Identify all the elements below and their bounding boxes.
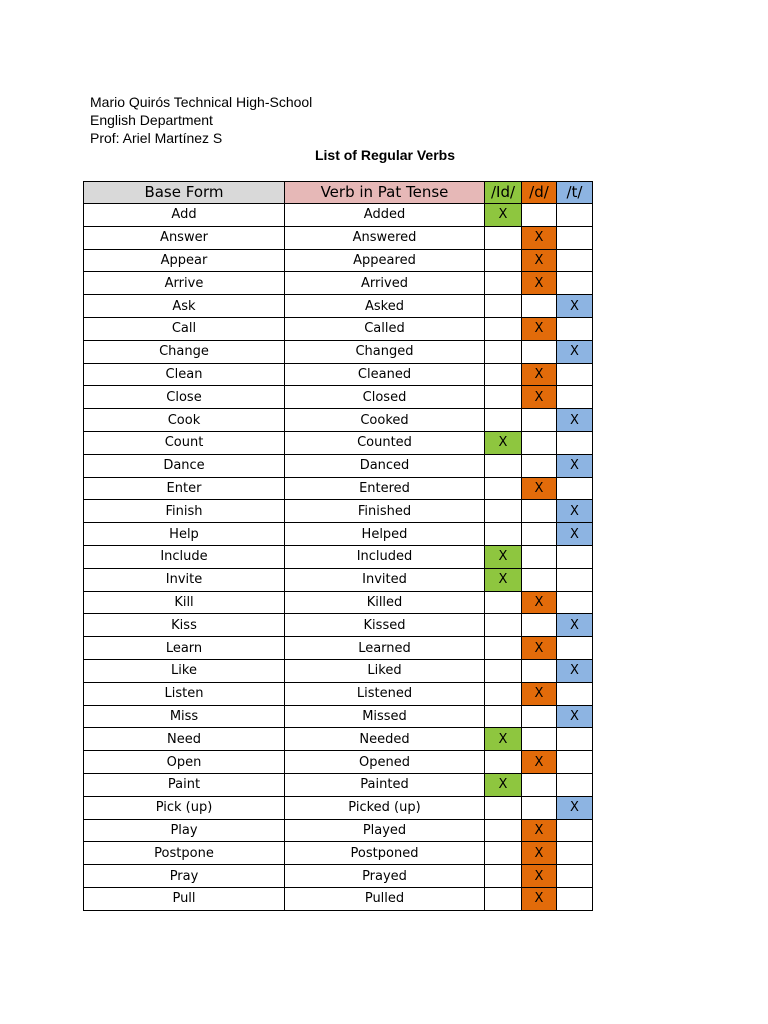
d-sound-mark: X [522, 386, 557, 409]
table-row [84, 272, 593, 295]
id-sound-cell [485, 796, 522, 819]
past-tense-cell: Cleaned [285, 363, 485, 386]
table-row [84, 317, 593, 340]
t-sound-cell [557, 226, 593, 249]
t-sound-mark: X [557, 523, 593, 546]
base-form-cell: Enter [84, 477, 285, 500]
base-form-cell: Add [84, 204, 285, 227]
table-row [84, 340, 593, 363]
id-sound-cell [485, 842, 522, 865]
past-tense-cell: Appeared [285, 249, 485, 272]
table-row [84, 637, 593, 660]
id-sound-cell [485, 317, 522, 340]
table-row [84, 865, 593, 888]
id-sound-cell [485, 340, 522, 363]
base-form-cell: Call [84, 317, 285, 340]
past-tense-cell: Killed [285, 591, 485, 614]
d-sound-mark: X [522, 751, 557, 774]
t-sound-mark: X [557, 659, 593, 682]
base-form-cell: Count [84, 431, 285, 454]
t-sound-cell [557, 386, 593, 409]
t-sound-mark: X [557, 340, 593, 363]
column-header-id-sound: /Id/ [485, 182, 522, 204]
table-row [84, 523, 593, 546]
id-sound-mark: X [485, 204, 522, 227]
base-form-cell: Include [84, 545, 285, 568]
past-tense-cell: Listened [285, 682, 485, 705]
past-tense-cell: Prayed [285, 865, 485, 888]
id-sound-cell [485, 591, 522, 614]
t-sound-cell [557, 819, 593, 842]
base-form-cell: Postpone [84, 842, 285, 865]
past-tense-cell: Added [285, 204, 485, 227]
base-form-cell: Appear [84, 249, 285, 272]
table-row [84, 751, 593, 774]
id-sound-cell [485, 295, 522, 318]
table-header-row [84, 182, 593, 204]
table-row [84, 545, 593, 568]
base-form-cell: Close [84, 386, 285, 409]
id-sound-cell [485, 682, 522, 705]
table-row [84, 363, 593, 386]
id-sound-cell [485, 409, 522, 432]
d-sound-cell [522, 295, 557, 318]
d-sound-cell [522, 614, 557, 637]
t-sound-cell [557, 773, 593, 796]
column-header-past-tense: Verb in Pat Tense [285, 182, 485, 204]
t-sound-mark: X [557, 409, 593, 432]
d-sound-mark: X [522, 819, 557, 842]
t-sound-cell [557, 591, 593, 614]
table-row [84, 431, 593, 454]
d-sound-cell [522, 431, 557, 454]
d-sound-cell [522, 659, 557, 682]
t-sound-cell [557, 317, 593, 340]
t-sound-cell [557, 249, 593, 272]
d-sound-cell [522, 204, 557, 227]
past-tense-cell: Opened [285, 751, 485, 774]
past-tense-cell: Kissed [285, 614, 485, 637]
base-form-cell: Help [84, 523, 285, 546]
t-sound-cell [557, 887, 593, 910]
d-sound-mark: X [522, 682, 557, 705]
d-sound-cell [522, 454, 557, 477]
base-form-cell: Like [84, 659, 285, 682]
t-sound-cell [557, 751, 593, 774]
t-sound-mark: X [557, 454, 593, 477]
d-sound-cell [522, 705, 557, 728]
document-header [90, 93, 312, 147]
d-sound-cell [522, 568, 557, 591]
table-row [84, 568, 593, 591]
column-header-d-sound: /d/ [522, 182, 557, 204]
d-sound-mark: X [522, 591, 557, 614]
id-sound-cell [485, 500, 522, 523]
id-sound-cell [485, 226, 522, 249]
base-form-cell: Learn [84, 637, 285, 660]
table-row [84, 204, 593, 227]
id-sound-mark: X [485, 773, 522, 796]
base-form-cell: Cook [84, 409, 285, 432]
past-tense-cell: Asked [285, 295, 485, 318]
id-sound-cell [485, 819, 522, 842]
document-title: List of Regular Verbs [314, 147, 456, 163]
d-sound-cell [522, 545, 557, 568]
d-sound-mark: X [522, 477, 557, 500]
base-form-cell: Finish [84, 500, 285, 523]
table-row [84, 842, 593, 865]
base-form-cell: Arrive [84, 272, 285, 295]
past-tense-cell: Needed [285, 728, 485, 751]
base-form-cell: Ask [84, 295, 285, 318]
t-sound-cell [557, 204, 593, 227]
t-sound-mark: X [557, 295, 593, 318]
past-tense-cell: Entered [285, 477, 485, 500]
id-sound-cell [485, 614, 522, 637]
d-sound-mark: X [522, 272, 557, 295]
table-row [84, 226, 593, 249]
d-sound-cell [522, 409, 557, 432]
id-sound-cell [485, 272, 522, 295]
past-tense-cell: Counted [285, 431, 485, 454]
id-sound-cell [485, 386, 522, 409]
base-form-cell: Kiss [84, 614, 285, 637]
table-row [84, 500, 593, 523]
past-tense-cell: Learned [285, 637, 485, 660]
d-sound-mark: X [522, 226, 557, 249]
base-form-cell: Play [84, 819, 285, 842]
t-sound-cell [557, 431, 593, 454]
past-tense-cell: Postponed [285, 842, 485, 865]
base-form-cell: Answer [84, 226, 285, 249]
past-tense-cell: Liked [285, 659, 485, 682]
d-sound-mark: X [522, 363, 557, 386]
school-name: Mario Quirós Technical High-School [90, 94, 313, 110]
id-sound-cell [485, 454, 522, 477]
base-form-cell: Pull [84, 887, 285, 910]
t-sound-cell [557, 682, 593, 705]
table-row [84, 477, 593, 500]
d-sound-cell [522, 340, 557, 363]
id-sound-mark: X [485, 568, 522, 591]
table-row [84, 295, 593, 318]
column-header-base-form: Base Form [84, 182, 285, 204]
professor-name: Prof: Ariel Martínez S [90, 130, 223, 146]
t-sound-mark: X [557, 705, 593, 728]
base-form-cell: Pray [84, 865, 285, 888]
table-row [84, 454, 593, 477]
t-sound-cell [557, 728, 593, 751]
d-sound-mark: X [522, 637, 557, 660]
base-form-cell: Pick (up) [84, 796, 285, 819]
table-row [84, 591, 593, 614]
base-form-cell: Clean [84, 363, 285, 386]
d-sound-cell [522, 728, 557, 751]
table-row [84, 249, 593, 272]
d-sound-cell [522, 796, 557, 819]
past-tense-cell: Helped [285, 523, 485, 546]
base-form-cell: Open [84, 751, 285, 774]
d-sound-mark: X [522, 249, 557, 272]
past-tense-cell: Picked (up) [285, 796, 485, 819]
t-sound-mark: X [557, 500, 593, 523]
t-sound-cell [557, 865, 593, 888]
department-name: English Department [90, 112, 213, 128]
table-row [84, 682, 593, 705]
past-tense-cell: Changed [285, 340, 485, 363]
table-row [84, 659, 593, 682]
table-row [84, 773, 593, 796]
base-form-cell: Need [84, 728, 285, 751]
past-tense-cell: Pulled [285, 887, 485, 910]
table-row [84, 796, 593, 819]
base-form-cell: Invite [84, 568, 285, 591]
id-sound-cell [485, 887, 522, 910]
base-form-cell: Dance [84, 454, 285, 477]
past-tense-cell: Closed [285, 386, 485, 409]
id-sound-cell [485, 363, 522, 386]
table-row [84, 614, 593, 637]
id-sound-cell [485, 523, 522, 546]
t-sound-mark: X [557, 614, 593, 637]
t-sound-cell [557, 842, 593, 865]
column-header-t-sound: /t/ [557, 182, 593, 204]
base-form-cell: Paint [84, 773, 285, 796]
id-sound-cell [485, 637, 522, 660]
id-sound-cell [485, 751, 522, 774]
table-row [84, 887, 593, 910]
past-tense-cell: Arrived [285, 272, 485, 295]
t-sound-cell [557, 637, 593, 660]
id-sound-cell [485, 865, 522, 888]
t-sound-cell [557, 568, 593, 591]
past-tense-cell: Cooked [285, 409, 485, 432]
id-sound-cell [485, 705, 522, 728]
past-tense-cell: Played [285, 819, 485, 842]
d-sound-cell [522, 773, 557, 796]
id-sound-cell [485, 477, 522, 500]
past-tense-cell: Painted [285, 773, 485, 796]
t-sound-mark: X [557, 796, 593, 819]
past-tense-cell: Missed [285, 705, 485, 728]
table-row [84, 409, 593, 432]
past-tense-cell: Invited [285, 568, 485, 591]
table-row [84, 705, 593, 728]
d-sound-mark: X [522, 842, 557, 865]
id-sound-mark: X [485, 545, 522, 568]
id-sound-mark: X [485, 728, 522, 751]
d-sound-mark: X [522, 887, 557, 910]
t-sound-cell [557, 545, 593, 568]
d-sound-mark: X [522, 317, 557, 340]
past-tense-cell: Included [285, 545, 485, 568]
id-sound-cell [485, 659, 522, 682]
t-sound-cell [557, 363, 593, 386]
regular-verbs-table [83, 181, 593, 911]
id-sound-cell [485, 249, 522, 272]
table-body [84, 204, 593, 911]
base-form-cell: Listen [84, 682, 285, 705]
past-tense-cell: Danced [285, 454, 485, 477]
base-form-cell: Kill [84, 591, 285, 614]
d-sound-cell [522, 523, 557, 546]
base-form-cell: Miss [84, 705, 285, 728]
past-tense-cell: Called [285, 317, 485, 340]
t-sound-cell [557, 272, 593, 295]
table-row [84, 386, 593, 409]
table-row [84, 728, 593, 751]
table-row [84, 819, 593, 842]
past-tense-cell: Answered [285, 226, 485, 249]
id-sound-mark: X [485, 431, 522, 454]
past-tense-cell: Finished [285, 500, 485, 523]
t-sound-cell [557, 477, 593, 500]
base-form-cell: Change [84, 340, 285, 363]
d-sound-cell [522, 500, 557, 523]
d-sound-mark: X [522, 865, 557, 888]
